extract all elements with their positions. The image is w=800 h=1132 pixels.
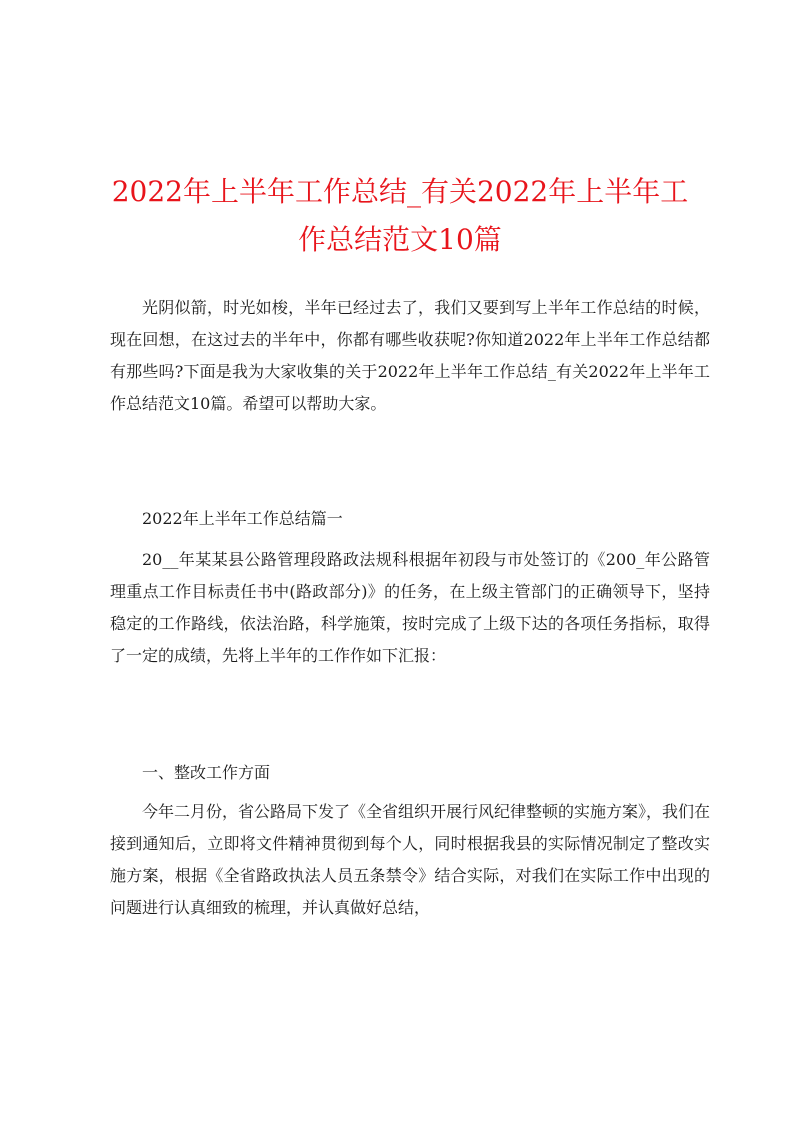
section-heading: 2022年上半年工作总结篇一 <box>142 509 343 528</box>
intro-paragraph: 光阴似箭，时光如梭，半年已经过去了，我们又要到写上半年工作总结的时候，现在回想，在这过去的半年中，你都有哪些收获呢?你知道2022年上半年工作总结都有那些吗?下面是我为大家收集的关于2022年上半年工作总结_有关2022年上半年工作总结范文10篇。希望可以帮助大家。 <box>110 298 710 413</box>
paragraph-1: 20__年某某县公路管理段路政法规科根据年初段与市处签订的《200_年公路管理重点工作目标责任书中(路政部分)》的任务，在上级主管部门的正确领导下，坚持稳定的工作路线，依法治路，科学施策，按时完成了上级下达的各项任务指标，取得了一定的成绩，先将上半年的工作作如下汇报： <box>110 550 710 665</box>
subheading-1: 一、整改工作方面 <box>142 763 271 782</box>
document-title: 2022年上半年工作总结_有关2022年上半年工作总结范文10篇 <box>111 175 689 256</box>
paragraph-2: 今年二月份，省公路局下发了《全省组织开展行风纪律整顿的实施方案》，我们在接到通知后，立即将文件精神贯彻到每个人，同时根据我县的实际情况制定了整改实施方案，根据《全省路政执法人员五条禁令》结合实际，对我们在实际工作中出现的问题进行认真细致的梳理，并认真做好总结， <box>110 802 711 917</box>
